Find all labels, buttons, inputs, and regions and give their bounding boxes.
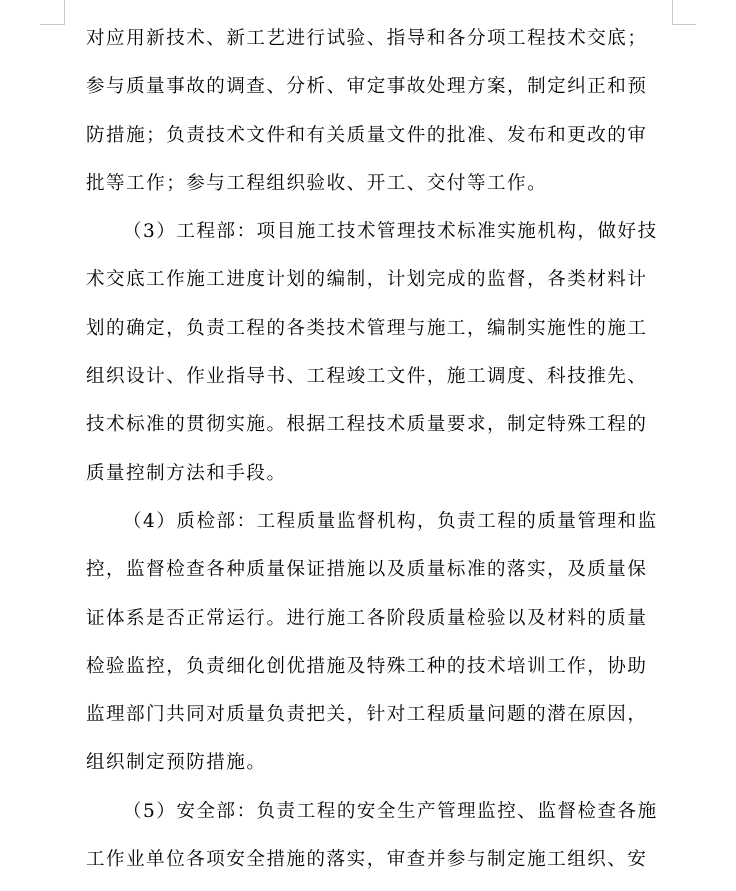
text-line: 术交底工作施工进度计划的编制，计划完成的监督，各类材料计 bbox=[86, 269, 648, 291]
text-line: 组织设计、作业指导书、工程竣工文件，施工调度、科技推先、 bbox=[86, 366, 648, 388]
paragraph-4-first-line: （4）质检部：工程质量监督机构，负责工程的质量管理和监 bbox=[123, 510, 658, 532]
text-line: 参与质量事故的调查、分析、审定事故处理方案，制定纠正和预 bbox=[86, 76, 648, 98]
text-line: 质量控制方法和手段。 bbox=[86, 462, 287, 484]
paragraph-3-first-line: （3）工程部：项目施工技术管理技术标准实施机构，做好技 bbox=[123, 221, 658, 243]
crop-mark-top-left-horizontal bbox=[40, 24, 64, 25]
crop-mark-top-right-horizontal bbox=[672, 24, 696, 25]
body-text bbox=[86, 22, 672, 891]
text-line: 工作业单位各项安全措施的落实，审查并参与制定施工组织、安 bbox=[86, 849, 648, 871]
text-line: 检验监控，负责细化创优措施及特殊工种的技术培训工作，协助 bbox=[86, 655, 648, 677]
text-line: 划的确定，负责工程的各类技术管理与施工，编制实施性的施工 bbox=[86, 317, 648, 339]
crop-mark-top-left-vertical bbox=[64, 0, 65, 25]
paragraph-5-first-line: （5）安全部：负责工程的安全生产管理监控、监督检查各施 bbox=[123, 800, 658, 822]
text-line: 证体系是否正常运行。进行施工各阶段质量检验以及材料的质量 bbox=[86, 607, 648, 629]
text-line: 技术标准的贯彻实施。根据工程技术质量要求，制定特殊工程的 bbox=[86, 414, 648, 436]
crop-mark-top-right-vertical bbox=[672, 0, 673, 25]
text-line: 组织制定预防措施。 bbox=[86, 752, 267, 774]
text-line: 防措施；负责技术文件和有关质量文件的批准、发布和更改的审 bbox=[86, 124, 648, 146]
text-line: 监理部门共同对质量负责把关，针对工程质量问题的潜在原因， bbox=[86, 704, 648, 726]
text-line: 批等工作；参与工程组织验收、开工、交付等工作。 bbox=[86, 172, 548, 194]
text-line: 控，监督检查各种质量保证措施以及质量标准的落实，及质量保 bbox=[86, 559, 648, 581]
text-line: 对应用新技术、新工艺进行试验、指导和各分项工程技术交底； bbox=[86, 28, 648, 49]
